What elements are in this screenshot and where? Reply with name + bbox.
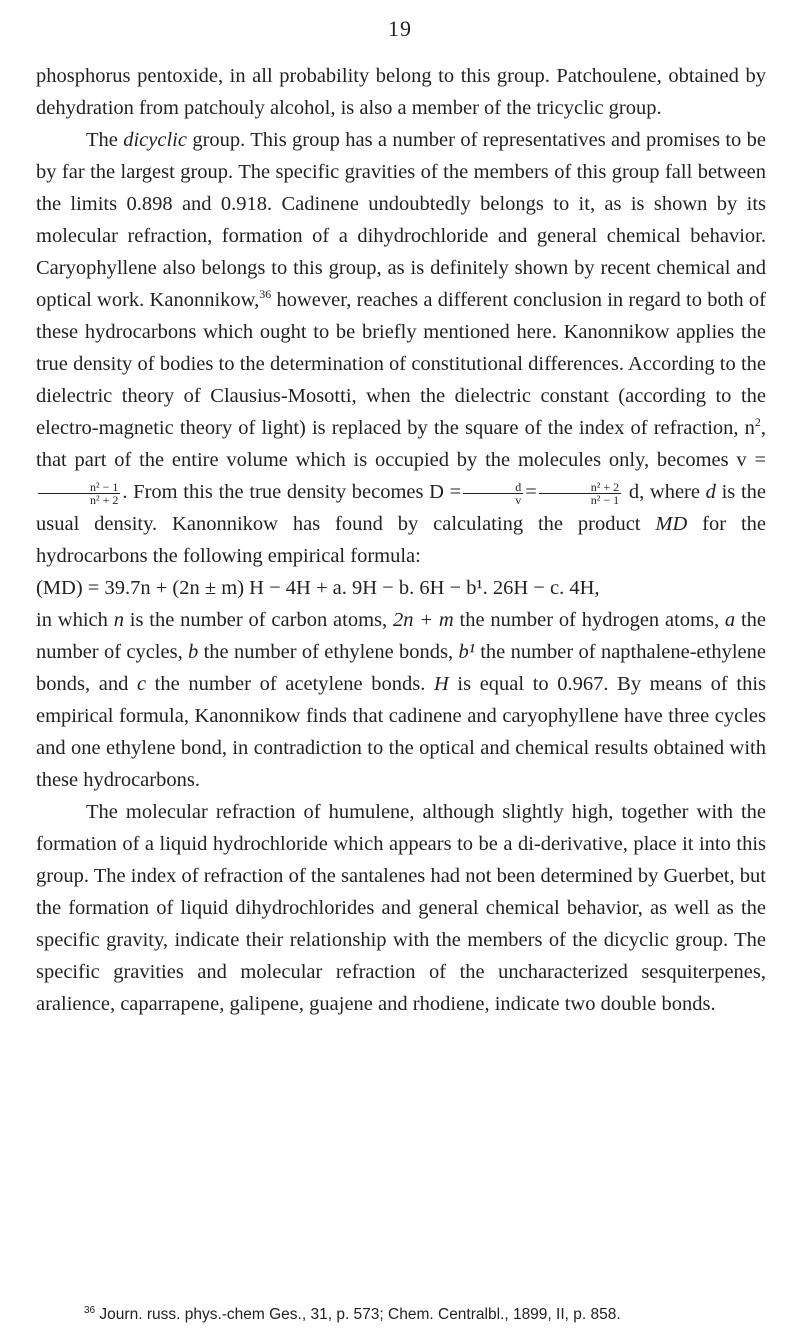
text-run: = bbox=[525, 481, 537, 503]
italic-term: b bbox=[188, 641, 199, 663]
fraction-denominator: v bbox=[515, 492, 522, 507]
text-run: is equal to 0.967. By means of this empirical formula, Kanonnikow finds that cadinene and caryophyllene have three cycles and one ethylene bond, in contradiction to the optical and chemical results obtained with these hydrocarbons. bbox=[36, 673, 766, 791]
text-run: the number of acetylene bonds. bbox=[146, 673, 434, 695]
italic-term: n bbox=[113, 609, 124, 631]
text-run: . From this the true density becomes D = bbox=[122, 481, 462, 503]
text-run: for the hydrocarbons the following empirical formula: bbox=[36, 513, 766, 567]
italic-term: a bbox=[724, 609, 736, 631]
page-body bbox=[36, 60, 766, 1020]
fraction-volume bbox=[38, 481, 120, 506]
paragraph-tricyclic-end bbox=[36, 60, 766, 124]
text-run: the number of hydrogen atoms, bbox=[453, 609, 725, 631]
italic-term: MD bbox=[655, 513, 688, 535]
text-run: the number of cycles, bbox=[36, 609, 767, 663]
italic-term: c bbox=[136, 673, 147, 695]
fraction-numerator: d bbox=[463, 481, 523, 494]
footnote-mark: 36 bbox=[84, 1304, 96, 1316]
paragraph-text: phosphorus pentoxide, in all probability belong to this group. Patchoulene, obtained by dehydration from patchouly alcohol, is also a member of the tricyclic group. bbox=[36, 65, 766, 119]
fraction-density bbox=[463, 481, 523, 506]
text-run: in which bbox=[36, 609, 114, 631]
text-run: d, where bbox=[623, 481, 706, 503]
italic-term: d bbox=[705, 481, 716, 503]
superscript: 2 bbox=[754, 415, 761, 430]
page-number: 19 bbox=[388, 16, 412, 41]
fraction-index bbox=[539, 481, 621, 506]
text-run: the number of ethylene bonds, bbox=[198, 641, 459, 663]
text-run: group. This group has a number of representatives and promises to be by far the largest group. The specific gravities of the members of this group fall between the limits 0.898 and 0.918. Cadinene undoubtedly belongs to it, as is shown by its molecular refraction, formation of a dihydrochloride and general chemical behavior. Caryophyllene also belongs to this group, as is definitely shown by recent chemical and optical work. Kanonnikow, bbox=[36, 129, 766, 311]
fraction-numerator: n² − 1 bbox=[38, 481, 120, 494]
text-run: however, reaches a different conclusion in regard to both of these hydrocarbons which ought to be briefly mentioned here. Kanonnikow applies the true density of bodies to the determination of constitutional differences. According to the dielectric theory of Clausius-Mosotti, when the dielectric constant (according to the electro-magnetic theory of light) is replaced by the square of the index of refraction, n bbox=[36, 289, 766, 439]
italic-term: b¹ bbox=[458, 641, 475, 663]
fraction-numerator: n² + 2 bbox=[539, 481, 621, 494]
text-run: , that part of the entire volume which is occupied by the molecules only, becomes v = bbox=[36, 417, 766, 471]
italic-term: H bbox=[433, 673, 449, 695]
text-run: the number of napthalene-ethylene bonds, and bbox=[36, 641, 766, 695]
paragraph-dicyclic bbox=[36, 124, 766, 572]
text-run: is the usual density. Kanonnikow has found by calculating the product bbox=[36, 481, 766, 535]
footnote-text: Journ. russ. phys.-chem Ges., 31, p. 573; Chem. Centralbl., 1899, II, p. 858. bbox=[95, 1306, 621, 1323]
footnote-reference[interactable]: 36 bbox=[259, 287, 272, 302]
paragraph-humulene: The molecular refraction of humulene, although slightly high, together with the formation of a liquid hydrochloride which appears to be a di-derivative, place it into this group. The index of refraction of the santalenes had not been determined by Guerbet, but the formation of liquid dihydrochlorides and general chemical behavior, as well as the specific gravity, indicate their relationship with the members of the dicyclic group. The specific gravities and molecular refraction of the uncharacterized sesquiterpenes, aralience, caparrapene, galipene, guajene and rhodiene, indicate two double bonds. bbox=[36, 801, 766, 1015]
empirical-formula: (MD) = 39.7n + (2n ± m) H − 4H + a. 9H − b. 6H − b¹. 26H − c. 4H, bbox=[36, 577, 600, 599]
fraction-denominator: n² + 2 bbox=[90, 492, 119, 507]
text-run: The bbox=[86, 129, 124, 151]
footnote bbox=[84, 1306, 774, 1324]
section-heading-dicyclic: dicyclic bbox=[123, 129, 187, 151]
italic-term: 2n + m bbox=[392, 609, 454, 631]
text-run: is the number of carbon atoms, bbox=[123, 609, 393, 631]
fraction-denominator: n² − 1 bbox=[590, 492, 620, 507]
paragraph-formula-explanation bbox=[36, 604, 766, 796]
